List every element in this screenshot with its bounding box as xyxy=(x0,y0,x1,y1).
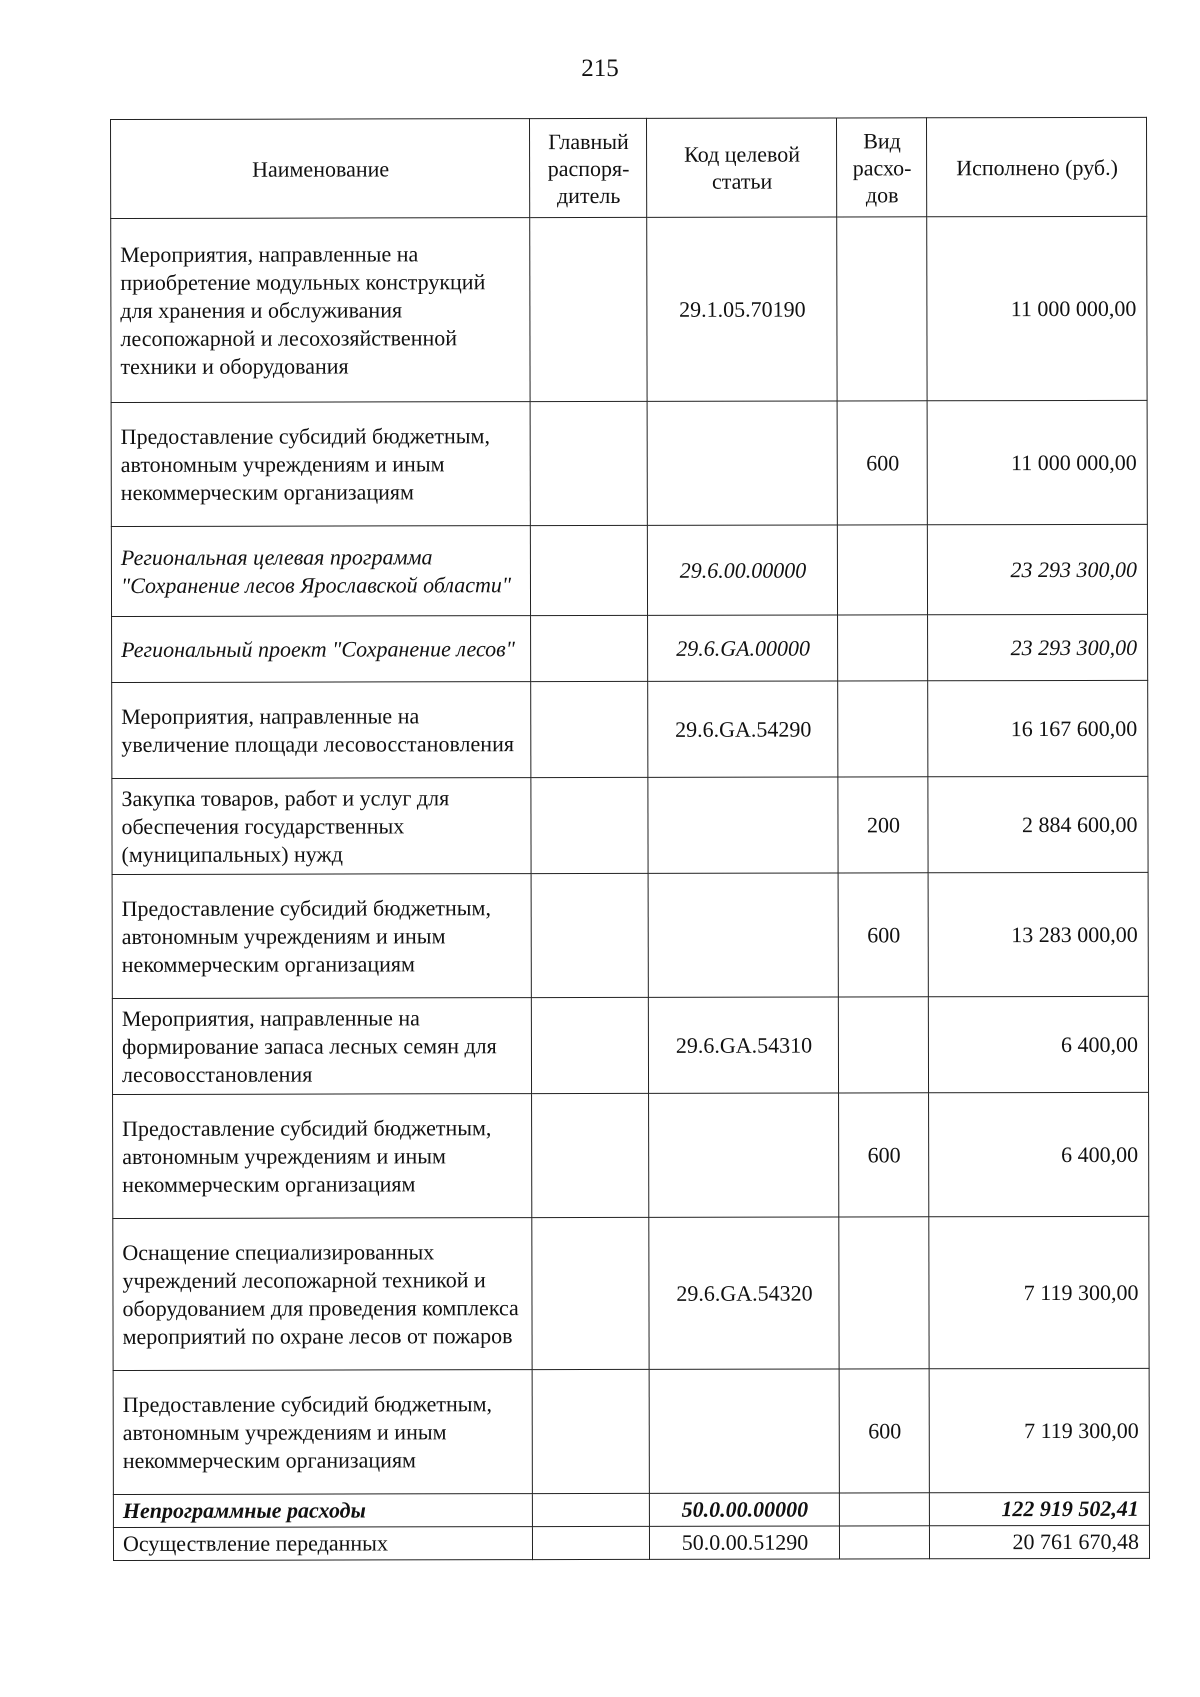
cell-name: Мероприятия, направленные на формирование запаса лесных семян для лесовосстановления xyxy=(112,998,531,1095)
cell-expense-type xyxy=(839,1493,929,1526)
table-row xyxy=(113,1368,1149,1494)
cell-expense-type: 600 xyxy=(838,873,928,997)
cell-expense-type xyxy=(838,615,928,681)
cell-expense-type: 200 xyxy=(838,777,928,873)
cell-expense-type xyxy=(837,217,927,401)
table-row xyxy=(111,400,1147,526)
cell-target-code xyxy=(648,873,838,997)
header-target-code: Код целевой статьи xyxy=(646,118,836,217)
table-row xyxy=(113,1092,1149,1218)
cell-name: Мероприятия, направленные на увеличение площади лесовосстановления xyxy=(112,682,531,779)
table-row xyxy=(112,614,1148,682)
cell-chief-administrator xyxy=(531,681,648,777)
cell-chief-administrator xyxy=(530,217,647,401)
table-row xyxy=(111,524,1147,616)
cell-target-code: 29.6.GA.54310 xyxy=(648,997,838,1093)
cell-target-code: 50.0.00.00000 xyxy=(649,1493,839,1526)
cell-executed-amount: 6 400,00 xyxy=(928,996,1148,1092)
cell-target-code: 50.0.00.51290 xyxy=(649,1526,839,1559)
cell-target-code: 29.6.GA.54320 xyxy=(649,1217,839,1369)
cell-executed-amount: 23 293 300,00 xyxy=(927,524,1147,614)
cell-executed-amount: 11 000 000,00 xyxy=(927,216,1147,400)
budget-table xyxy=(110,117,1150,1561)
table-row xyxy=(112,776,1148,874)
cell-name: Мероприятия, направленные на приобретение модульных конструкций для хранения и обслуживания лесопожарной и лесохозяйственной техники и оборудования xyxy=(111,218,530,403)
cell-chief-administrator xyxy=(531,997,648,1093)
cell-target-code: 29.6.GA.00000 xyxy=(648,615,838,681)
header-name: Наименование xyxy=(111,119,530,219)
table-row xyxy=(112,872,1148,998)
cell-expense-type: 600 xyxy=(839,1369,929,1493)
table-row xyxy=(113,1525,1149,1560)
cell-executed-amount: 20 761 670,48 xyxy=(929,1525,1149,1558)
cell-chief-administrator xyxy=(532,1093,649,1217)
cell-expense-type xyxy=(837,525,927,615)
cell-name: Непрограммные расходы xyxy=(113,1494,532,1528)
table-body xyxy=(111,216,1150,1560)
header-expense-type: Вид расхо-дов xyxy=(836,118,926,217)
cell-name: Предоставление субсидий бюджетным, автономным учреждениям и иным некоммерческим организациям xyxy=(113,1094,532,1219)
table-row xyxy=(112,680,1148,778)
cell-chief-administrator xyxy=(530,525,647,615)
cell-chief-administrator xyxy=(531,615,648,681)
cell-chief-administrator xyxy=(531,873,648,997)
table-row xyxy=(112,996,1148,1094)
cell-expense-type xyxy=(839,1217,929,1369)
cell-executed-amount: 11 000 000,00 xyxy=(927,400,1147,524)
cell-executed-amount: 7 119 300,00 xyxy=(929,1216,1149,1368)
table-header-row xyxy=(111,117,1147,218)
cell-target-code: 29.6.GA.54290 xyxy=(648,681,838,777)
cell-executed-amount: 7 119 300,00 xyxy=(929,1368,1149,1492)
cell-name: Предоставление субсидий бюджетным, автономным учреждениям и иным некоммерческим организациям xyxy=(111,402,530,527)
cell-chief-administrator xyxy=(532,1369,649,1493)
cell-name: Закупка товаров, работ и услуг для обеспечения государственных (муниципальных) нужд xyxy=(112,778,531,875)
cell-executed-amount: 2 884 600,00 xyxy=(928,776,1148,872)
cell-chief-administrator xyxy=(532,1217,649,1369)
cell-expense-type xyxy=(838,681,928,777)
cell-executed-amount: 122 919 502,41 xyxy=(929,1492,1149,1525)
cell-name: Региональная целевая программа "Сохранение лесов Ярославской области" xyxy=(111,526,530,617)
header-executed-amount: Исполнено (руб.) xyxy=(926,117,1146,216)
cell-executed-amount: 23 293 300,00 xyxy=(928,614,1148,680)
cell-chief-administrator xyxy=(531,777,648,873)
cell-name: Предоставление субсидий бюджетным, автономным учреждениям и иным некоммерческим организациям xyxy=(112,874,531,999)
cell-expense-type: 600 xyxy=(837,401,927,525)
table-row xyxy=(113,1492,1149,1527)
cell-name: Оснащение специализированных учреждений лесопожарной техникой и оборудованием для проведения комплекса мероприятий по охране лесов от пожаров xyxy=(113,1218,532,1371)
cell-executed-amount: 13 283 000,00 xyxy=(928,872,1148,996)
table-row xyxy=(111,216,1147,402)
cell-name: Предоставление субсидий бюджетным, автономным учреждениям и иным некоммерческим организациям xyxy=(113,1370,532,1495)
table-row xyxy=(113,1216,1149,1370)
cell-chief-administrator xyxy=(532,1526,649,1559)
cell-target-code: 29.1.05.70190 xyxy=(647,217,837,401)
cell-target-code xyxy=(648,777,838,873)
cell-target-code: 29.6.00.00000 xyxy=(647,525,837,615)
cell-executed-amount: 16 167 600,00 xyxy=(928,680,1148,776)
cell-target-code xyxy=(649,1369,839,1493)
cell-executed-amount: 6 400,00 xyxy=(929,1092,1149,1216)
cell-name: Осуществление переданных xyxy=(113,1527,532,1561)
cell-target-code xyxy=(647,401,837,525)
cell-chief-administrator xyxy=(530,401,647,525)
header-chief-administrator: Главный распоря-дитель xyxy=(530,118,647,217)
cell-name: Региональный проект "Сохранение лесов" xyxy=(112,616,531,683)
cell-target-code xyxy=(649,1093,839,1217)
cell-chief-administrator xyxy=(532,1493,649,1526)
page-number: 215 xyxy=(581,55,619,82)
cell-expense-type: 600 xyxy=(839,1093,929,1217)
cell-expense-type xyxy=(839,1526,929,1559)
cell-expense-type xyxy=(838,997,928,1093)
